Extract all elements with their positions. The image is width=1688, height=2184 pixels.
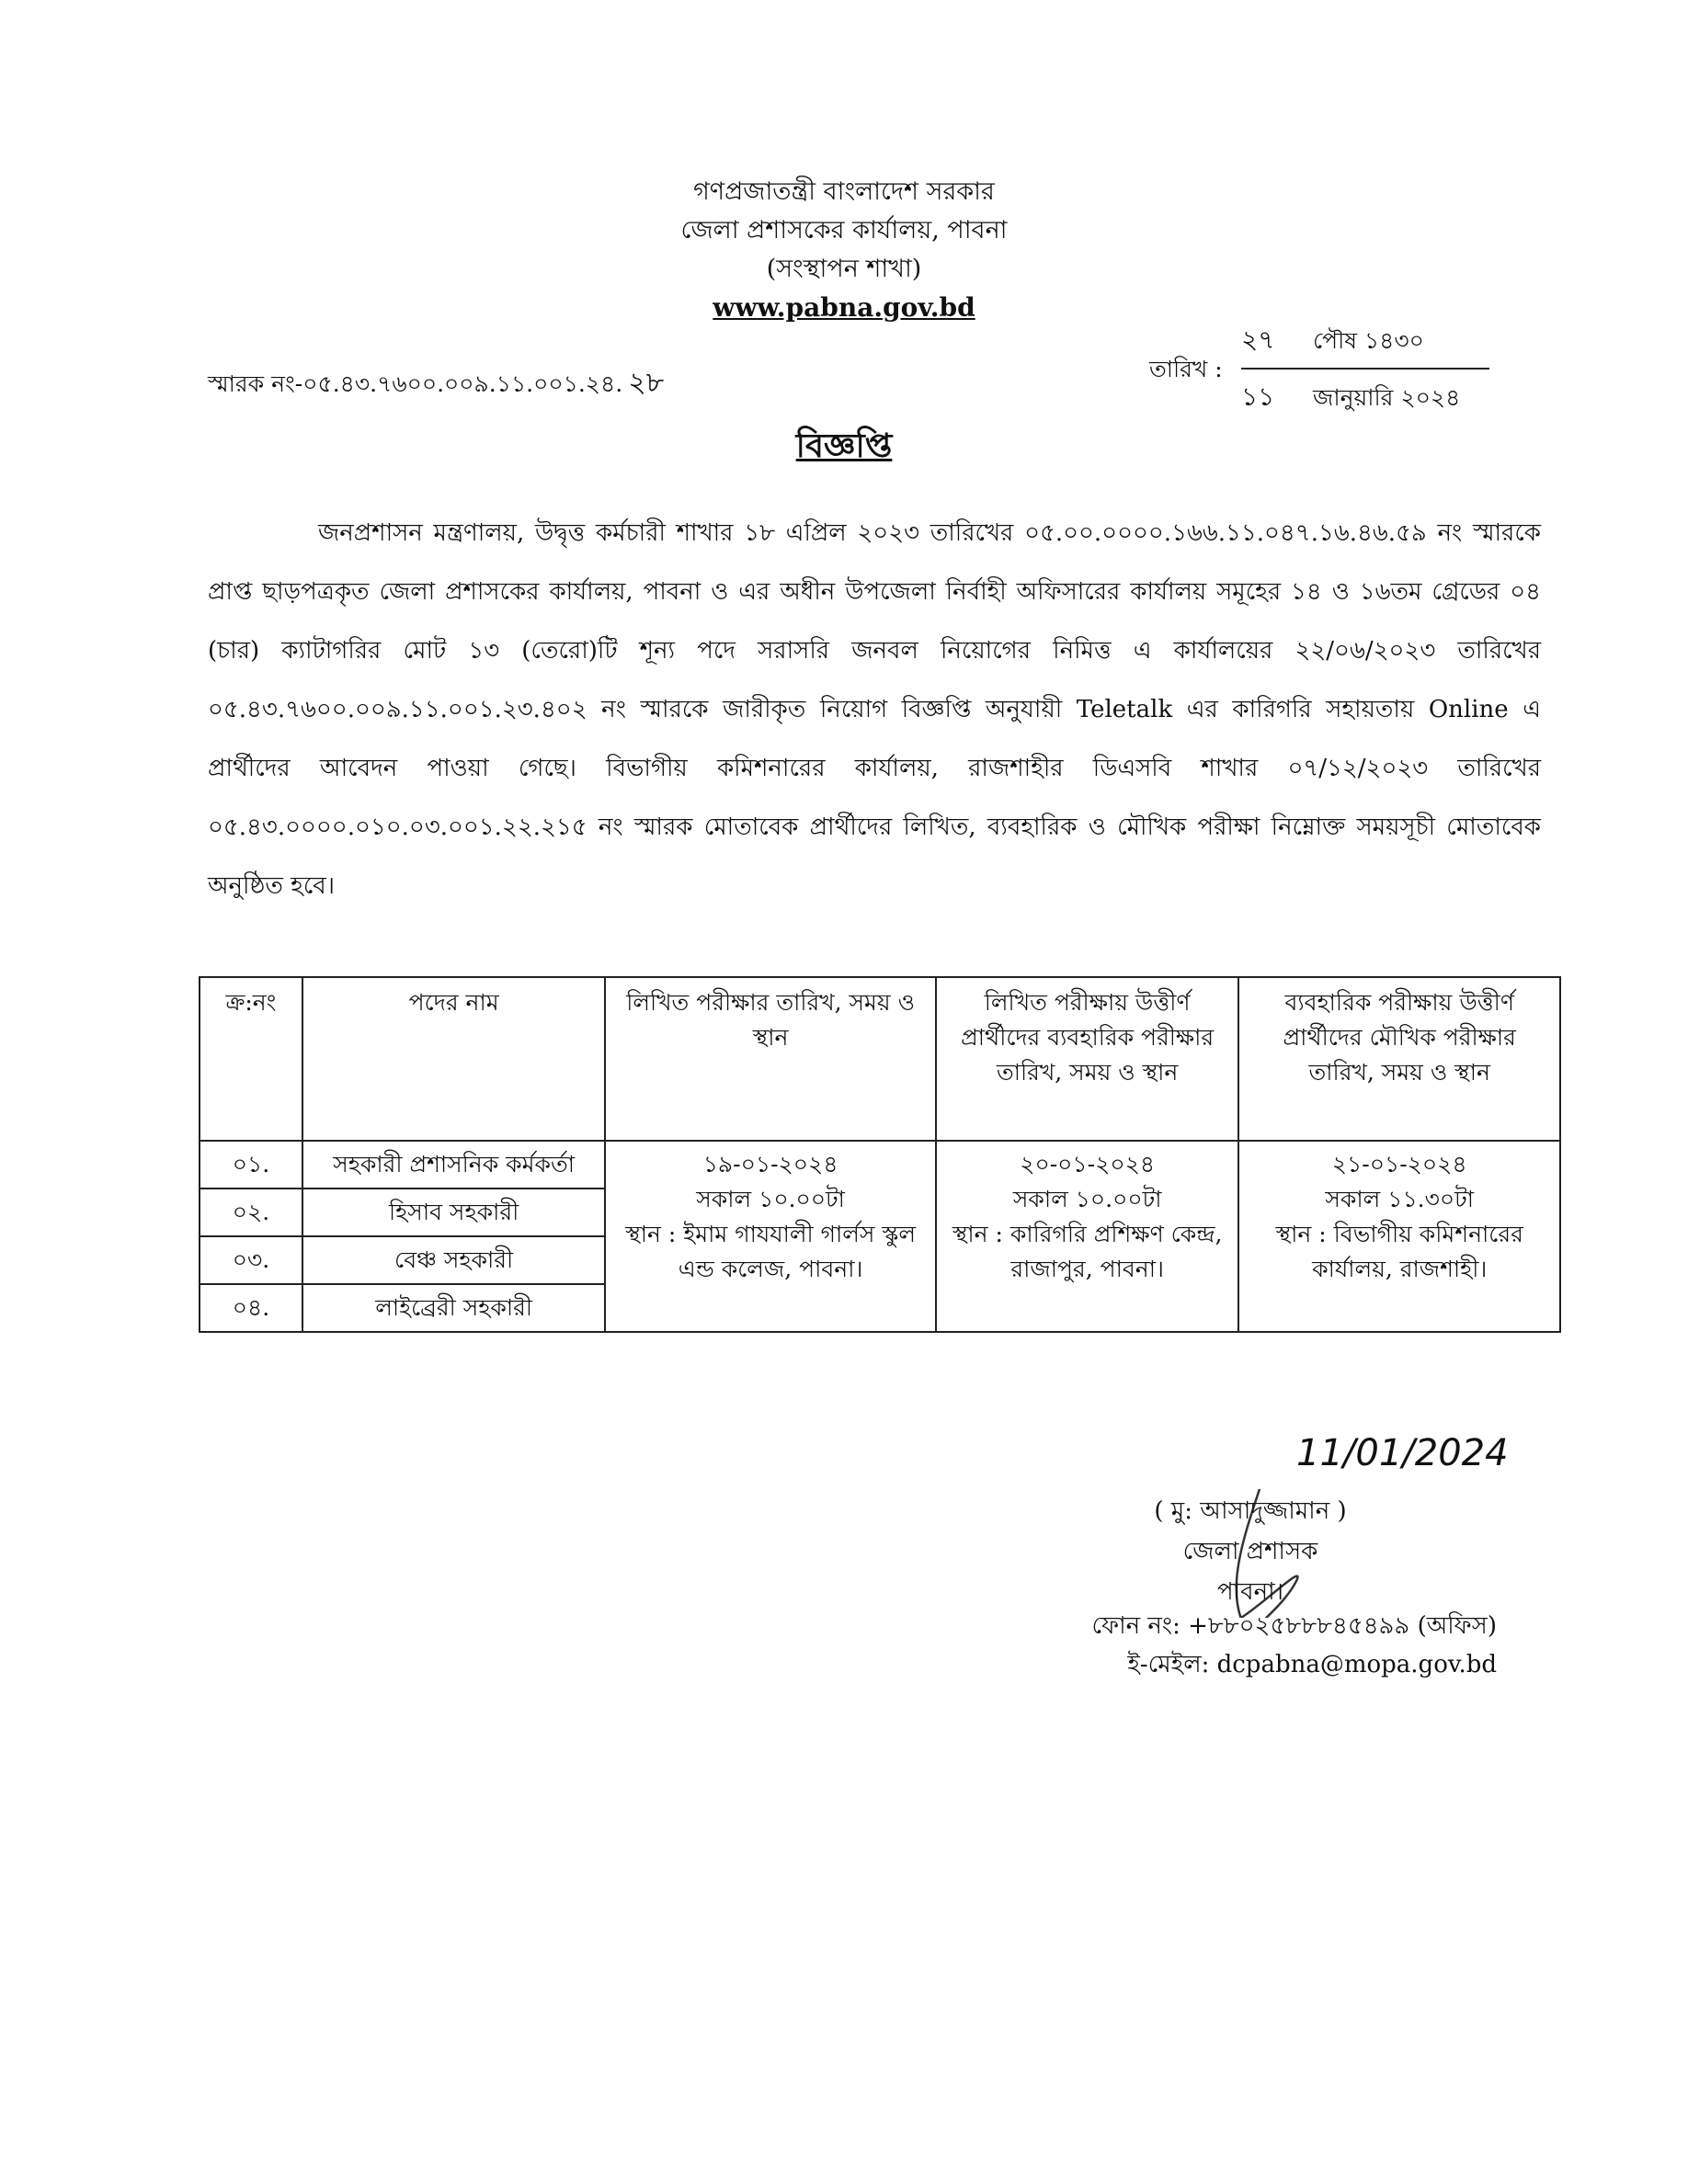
row-post: লাইব্রেরী সহকারী xyxy=(302,1284,605,1332)
memo-handwritten-number: ২৮ xyxy=(628,367,665,399)
english-day: ১১ xyxy=(1241,381,1275,412)
english-month-year: জানুয়ারি ২০২৪ xyxy=(1312,384,1461,411)
signature-handwritten-date: 11/01/2024 xyxy=(1296,1432,1509,1474)
row-serial: ০৪. xyxy=(200,1284,302,1332)
written-exam-text: ১৯-০১-২০২৪ সকাল ১০.০০টা স্থান : ইমাম গাযযালী গার্লস স্কুল এন্ড কলেজ, পাবনা। xyxy=(625,1151,916,1282)
row-serial: ০১. xyxy=(200,1141,302,1189)
letterhead xyxy=(0,173,1688,327)
phone-number: ফোন নং: +৮৮০২৫৮৮৮৪৫৪৯৯ (অফিস) xyxy=(1091,1612,1497,1640)
viva-exam-text: ২১-০১-২০২৪ সকাল ১১.৩০টা স্থান : বিভাগীয় কমিশনারের কার্যালয়, রাজশাহী। xyxy=(1275,1151,1523,1282)
english-date xyxy=(1241,368,1489,420)
header-practical-exam: লিখিত পরীক্ষায় উত্তীর্ণ প্রার্থীদের ব্যবহারিক পরীক্ষার তারিখ, সময় ও স্থান xyxy=(936,977,1239,1141)
notice-title: বিজ্ঞপ্তি xyxy=(795,427,893,465)
practical-exam-text: ২০-০১-২০২৪ সকাল ১০.০০টা স্থান : কারিগরি প্রশিক্ষণ কেন্দ্র, রাজাপুর, পাবনা। xyxy=(952,1151,1223,1282)
header-serial: ক্র:নং xyxy=(200,977,302,1141)
bangla-day: ২৭ xyxy=(1241,324,1275,355)
website-link[interactable]: www.pabna.gov.bd xyxy=(713,292,975,323)
table-row xyxy=(200,1141,1560,1189)
row-post: সহকারী প্রশাসনিক কর্মকর্তা xyxy=(302,1141,605,1189)
written-exam-details xyxy=(605,1141,936,1332)
bangla-month-year: পৌষ ১৪৩০ xyxy=(1312,327,1424,354)
exam-schedule-table xyxy=(199,976,1561,1333)
signatory-block xyxy=(1048,1491,1453,1612)
header-written-exam: লিখিত পরীক্ষার তারিখ, সময় ও স্থান xyxy=(605,977,936,1141)
memo-label: স্মারক নং-০৫.৪৩.৭৬০০.০০৯.১১.০০১.২৪. xyxy=(208,370,623,397)
viva-exam-details xyxy=(1238,1141,1560,1332)
email-address[interactable]: ই-মেইল: dcpabna@mopa.gov.bd xyxy=(1127,1651,1497,1678)
bangla-date xyxy=(1241,320,1424,363)
office-name: জেলা প্রশাসকের কার্যালয়, পাবনা xyxy=(680,216,1008,245)
row-post: বেঞ্চ সহকারী xyxy=(302,1236,605,1284)
date-label: তারিখ : xyxy=(1149,356,1223,382)
row-post: হিসাব সহকারী xyxy=(302,1189,605,1236)
signatory-name: ( মু: আসাদুজ্জামান ) xyxy=(1154,1497,1347,1525)
table-header-row xyxy=(200,977,1560,1141)
contact-block xyxy=(1074,1607,1497,1684)
row-serial: ০৩. xyxy=(200,1236,302,1284)
notice-body: জনপ্রশাসন মন্ত্রণালয়, উদ্বৃত্ত কর্মচারী শাখার ১৮ এপ্রিল ২০২৩ তারিখের ০৫.০০.০০০০.১৬৬.১১.০৪৭.১৬.৪৬.৫৯ নং স্মারকে প্রাপ্ত ছাড়পত্রকৃত জেলা প্রশাসকের কার্যালয়, পাবনা ও এর অধীন উপজেলা নির্বাহী অফিসারের কার্যালয় সমূহের ১৪ ও ১৬তম গ্রেডের ০৪ (চার) ক্যাটাগরির মোট ১৩ (তেরো)টি শূন্য পদে সরাসরি জনবল নিয়োগের নিমিত্ত এ কার্যালয়ের ২২/০৬/২০২৩ তারিখের ০৫.৪৩.৭৬০০.০০৯.১১.০০১.২৩.৪০২ নং স্মারকে জারীকৃত নিয়োগ বিজ্ঞপ্তি অনুযায়ী Teletalk এর কারিগরি সহায়তায় Online এ প্রার্থীদের আবেদন পাওয়া গেছে। বিভাগীয় কমিশনারের কার্যালয়, রাজশাহীর ডিএসবি শাখার ০৭/১২/২০২৩ তারিখের ০৫.৪৩.০০০০.০১০.০৩.০০১.২২.২১৫ নং স্মারক মোতাবেক প্রার্থীদের লিখিত, ব্যবহারিক ও মৌখিক পরীক্ষা নিম্নোক্ত সময়সূচী মোতাবেক অনুষ্ঠিত হবে। xyxy=(208,519,1541,900)
memo-number xyxy=(208,360,664,407)
header-viva-exam: ব্যবহারিক পরীক্ষায় উত্তীর্ণ প্রার্থীদের মৌখিক পরীক্ষার তারিখ, সময় ও স্থান xyxy=(1238,977,1560,1141)
government-name: গণপ্রজাতন্ত্রী বাংলাদেশ সরকার xyxy=(693,177,995,206)
row-serial: ০২. xyxy=(200,1189,302,1236)
section-name: (সংস্থাপন শাখা) xyxy=(766,255,922,283)
practical-exam-details xyxy=(936,1141,1239,1332)
signatory-location: পাবনা। xyxy=(1216,1578,1283,1606)
header-post-name: পদের নাম xyxy=(302,977,605,1141)
signatory-designation: জেলা প্রশাসক xyxy=(1182,1538,1318,1565)
